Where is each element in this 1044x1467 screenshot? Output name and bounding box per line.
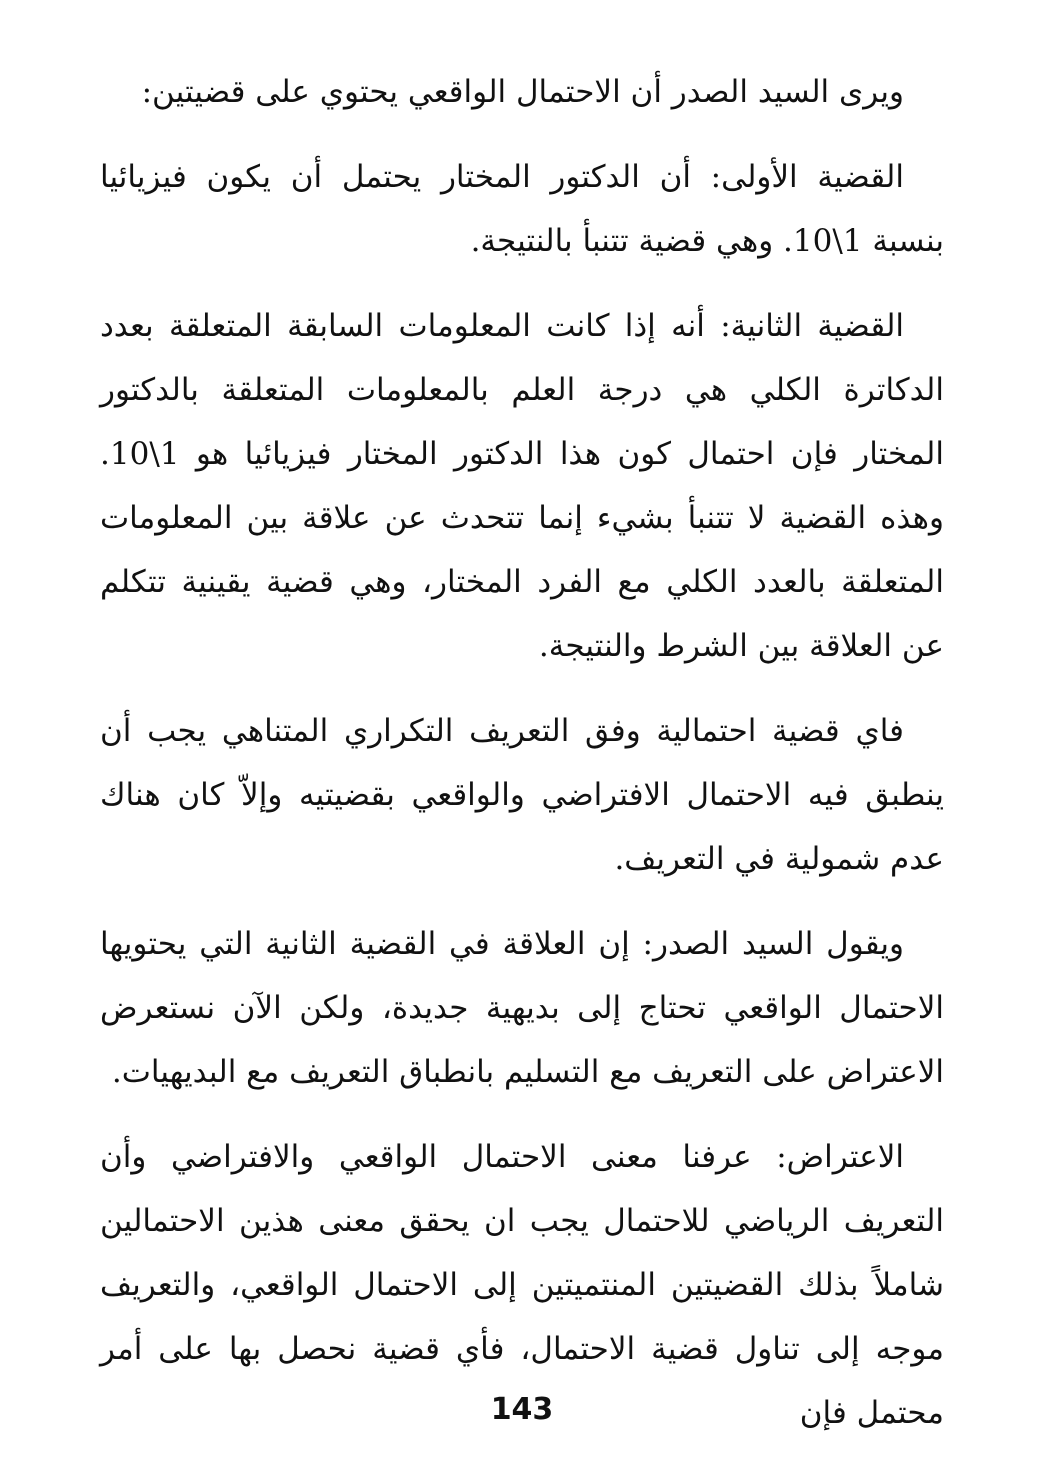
paragraph-first-proposition: القضية الأولى: أن الدكتور المختار يحتمل أن يكون فيزيائيا بنسبة 1\10. وهي قضية تتنبأ بالنتيجة. <box>100 159 944 259</box>
body-text <box>100 60 944 1466</box>
paragraph-second-proposition: القضية الثانية: أنه إذا كانت المعلومات السابقة المتعلقة بعدد الدكاترة الكلي هي درجة العلم بالمعلومات المتعلقة بالدكتور المختار فإن احتمال كون هذا الدكتور المختار فيزيائيا هو 1\10. وهذه القضية لا تتنبأ بشيء إنما تتحدث عن علاقة بين المعلومات المتعلقة بالعدد الكلي مع الفرد المختار، وهي قضية يقينية تتكلم عن العلاقة بين الشرط والنتيجة. <box>100 308 944 664</box>
paragraph-objection: الاعتراض: عرفنا معنى الاحتمال الواقعي والافتراضي وأن التعريف الرياضي للاحتمال يجب ان يحقق معنى هذين الاحتمالين شاملاً بذلك القضيتين المنتميتين إلى الاحتمال الواقعي، والتعريف موجه إلى تناول قضية الاحتمال، فأي قضية نحصل بها على أمر محتمل فإن <box>100 1139 944 1431</box>
page-number: 143 <box>490 1392 554 1427</box>
paragraph-finite-frequency: فاي قضية احتمالية وفق التعريف التكراري المتناهي يجب أن ينطبق فيه الاحتمال الافتراضي والواقعي بقضيتيه وإلاّ كان هناك عدم شمولية في التعريف. <box>100 713 944 877</box>
paragraph-sadr-statement: ويقول السيد الصدر: إن العلاقة في القضية الثانية التي يحتويها الاحتمال الواقعي تحتاج إلى بديهية جديدة، ولكن الآن نستعرض الاعتراض على التعريف مع التسليم بانطباق التعريف مع البديهيات. <box>100 926 944 1090</box>
paragraph-intro: ويرى السيد الصدر أن الاحتمال الواقعي يحتوي على قضيتين: <box>141 74 904 110</box>
